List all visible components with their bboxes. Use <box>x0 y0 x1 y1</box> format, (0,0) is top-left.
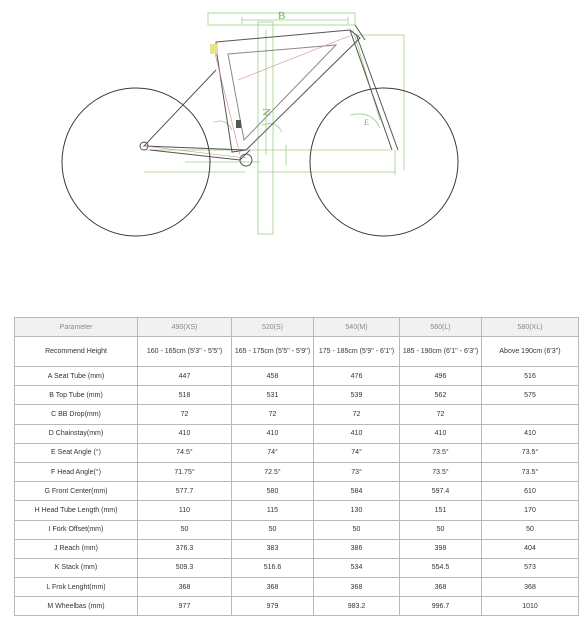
table-cell: 130 <box>314 501 400 520</box>
table-cell: 50 <box>232 520 314 539</box>
table-cell: 74° <box>232 443 314 462</box>
table-cell: 73.5° <box>400 443 482 462</box>
table-cell: 977 <box>138 597 232 616</box>
table-cell: 368 <box>482 578 579 597</box>
table-cell: 72 <box>232 405 314 424</box>
table-cell: 496 <box>400 367 482 386</box>
row-label: B Top Tube (mm) <box>15 386 138 405</box>
table-cell: 516.6 <box>232 558 314 577</box>
row-label: F Head Angle(°) <box>15 462 138 481</box>
table-cell: 398 <box>400 539 482 558</box>
table-cell: 71.75° <box>138 462 232 481</box>
table-cell: 74° <box>314 443 400 462</box>
table-cell: 539 <box>314 386 400 405</box>
table-cell: 368 <box>400 578 482 597</box>
table-cell: 175 - 185cm (5'9'' - 6'1'') <box>314 337 400 367</box>
table-cell: 151 <box>400 501 482 520</box>
row-label: D Chainstay(mm) <box>15 424 138 443</box>
table-cell: 72 <box>138 405 232 424</box>
table-cell: 386 <box>314 539 400 558</box>
table-cell: 72 <box>400 405 482 424</box>
bike-geometry-diagram <box>0 0 533 300</box>
table-cell: 73.5° <box>400 462 482 481</box>
table-cell: 996.7 <box>400 597 482 616</box>
table-cell: 410 <box>314 424 400 443</box>
table-cell: 383 <box>232 539 314 558</box>
dimension-label-b: B <box>278 10 286 22</box>
table-cell: 447 <box>138 367 232 386</box>
table-cell: 160 - 165cm (5'3'' - 5'5'') <box>138 337 232 367</box>
table-cell: 580 <box>232 482 314 501</box>
dimension-label-e: E <box>364 118 369 127</box>
table-cell: Above 190cm (6'3'') <box>482 337 579 367</box>
table-cell: 73.5° <box>482 443 579 462</box>
row-label: A Seat Tube (mm) <box>15 367 138 386</box>
table-row <box>15 578 579 597</box>
table-cell: 368 <box>232 578 314 597</box>
table-cell: 165 - 175cm (5'5'' - 5'9'') <box>232 337 314 367</box>
column-header-size: 520(S) <box>232 318 314 337</box>
row-label: G Front Center(mm) <box>15 482 138 501</box>
table-cell: 516 <box>482 367 579 386</box>
table-cell: 610 <box>482 482 579 501</box>
table-cell: 562 <box>400 386 482 405</box>
table-cell: 1010 <box>482 597 579 616</box>
table-row <box>15 597 579 616</box>
table-cell: 577.7 <box>138 482 232 501</box>
table-cell: 115 <box>232 501 314 520</box>
table-row <box>15 405 579 424</box>
column-header-size: 580(XL) <box>482 318 579 337</box>
table-cell: 50 <box>138 520 232 539</box>
table-row <box>15 501 579 520</box>
table-cell: 73.5° <box>482 462 579 481</box>
table-row <box>15 520 579 539</box>
table-row <box>15 337 579 367</box>
table-cell: 979 <box>232 597 314 616</box>
table-row <box>15 386 579 405</box>
table-row <box>15 443 579 462</box>
table-cell: 573 <box>482 558 579 577</box>
table-cell: 50 <box>400 520 482 539</box>
row-label: H Head Tube Length (mm) <box>15 501 138 520</box>
row-label: J Reach (mm) <box>15 539 138 558</box>
table-row <box>15 539 579 558</box>
row-label: Recommend Height <box>15 337 138 367</box>
table-cell: 185 - 190cm (6'1'' - 6'3'') <box>400 337 482 367</box>
table-cell: 110 <box>138 501 232 520</box>
row-label: M Wheelbas (mm) <box>15 597 138 616</box>
table-cell: 72.5° <box>232 462 314 481</box>
table-cell: 410 <box>482 424 579 443</box>
row-label: L Frok Lenght(mm) <box>15 578 138 597</box>
table-row <box>15 367 579 386</box>
column-header-size: 540(M) <box>314 318 400 337</box>
table-row <box>15 482 579 501</box>
table-cell: 983.2 <box>314 597 400 616</box>
table-cell: 410 <box>400 424 482 443</box>
table-cell <box>482 405 579 424</box>
table-header-row <box>15 318 579 337</box>
table-cell: 376.3 <box>138 539 232 558</box>
table-cell: 368 <box>138 578 232 597</box>
table-cell: 534 <box>314 558 400 577</box>
row-label: E Seat Angle (°) <box>15 443 138 462</box>
table-cell: 584 <box>314 482 400 501</box>
table-cell: 531 <box>232 386 314 405</box>
table-cell: 509.3 <box>138 558 232 577</box>
table-cell: 575 <box>482 386 579 405</box>
table-row <box>15 462 579 481</box>
table-cell: 73° <box>314 462 400 481</box>
table-row <box>15 424 579 443</box>
row-label: K Stack (mm) <box>15 558 138 577</box>
table-cell: 72 <box>314 405 400 424</box>
table-row <box>15 558 579 577</box>
table-cell: 50 <box>482 520 579 539</box>
table-cell: 476 <box>314 367 400 386</box>
column-header-parameter: Parameter <box>15 318 138 337</box>
table-cell: 170 <box>482 501 579 520</box>
table-cell: 458 <box>232 367 314 386</box>
row-label: C BB Drop(mm) <box>15 405 138 424</box>
column-header-size: 490(XS) <box>138 318 232 337</box>
table-cell: 597.4 <box>400 482 482 501</box>
table-cell: 74.5° <box>138 443 232 462</box>
table-cell: 410 <box>232 424 314 443</box>
row-label: I Fork Offset(mm) <box>15 520 138 539</box>
table-cell: 554.5 <box>400 558 482 577</box>
table-cell: 410 <box>138 424 232 443</box>
table-cell: 404 <box>482 539 579 558</box>
table-cell: 518 <box>138 386 232 405</box>
geometry-table-wrapper <box>14 317 561 622</box>
table-cell: 50 <box>314 520 400 539</box>
geometry-table <box>14 317 579 616</box>
dimension-label-n: N <box>260 108 272 116</box>
column-header-size: 560(L) <box>400 318 482 337</box>
table-cell: 368 <box>314 578 400 597</box>
